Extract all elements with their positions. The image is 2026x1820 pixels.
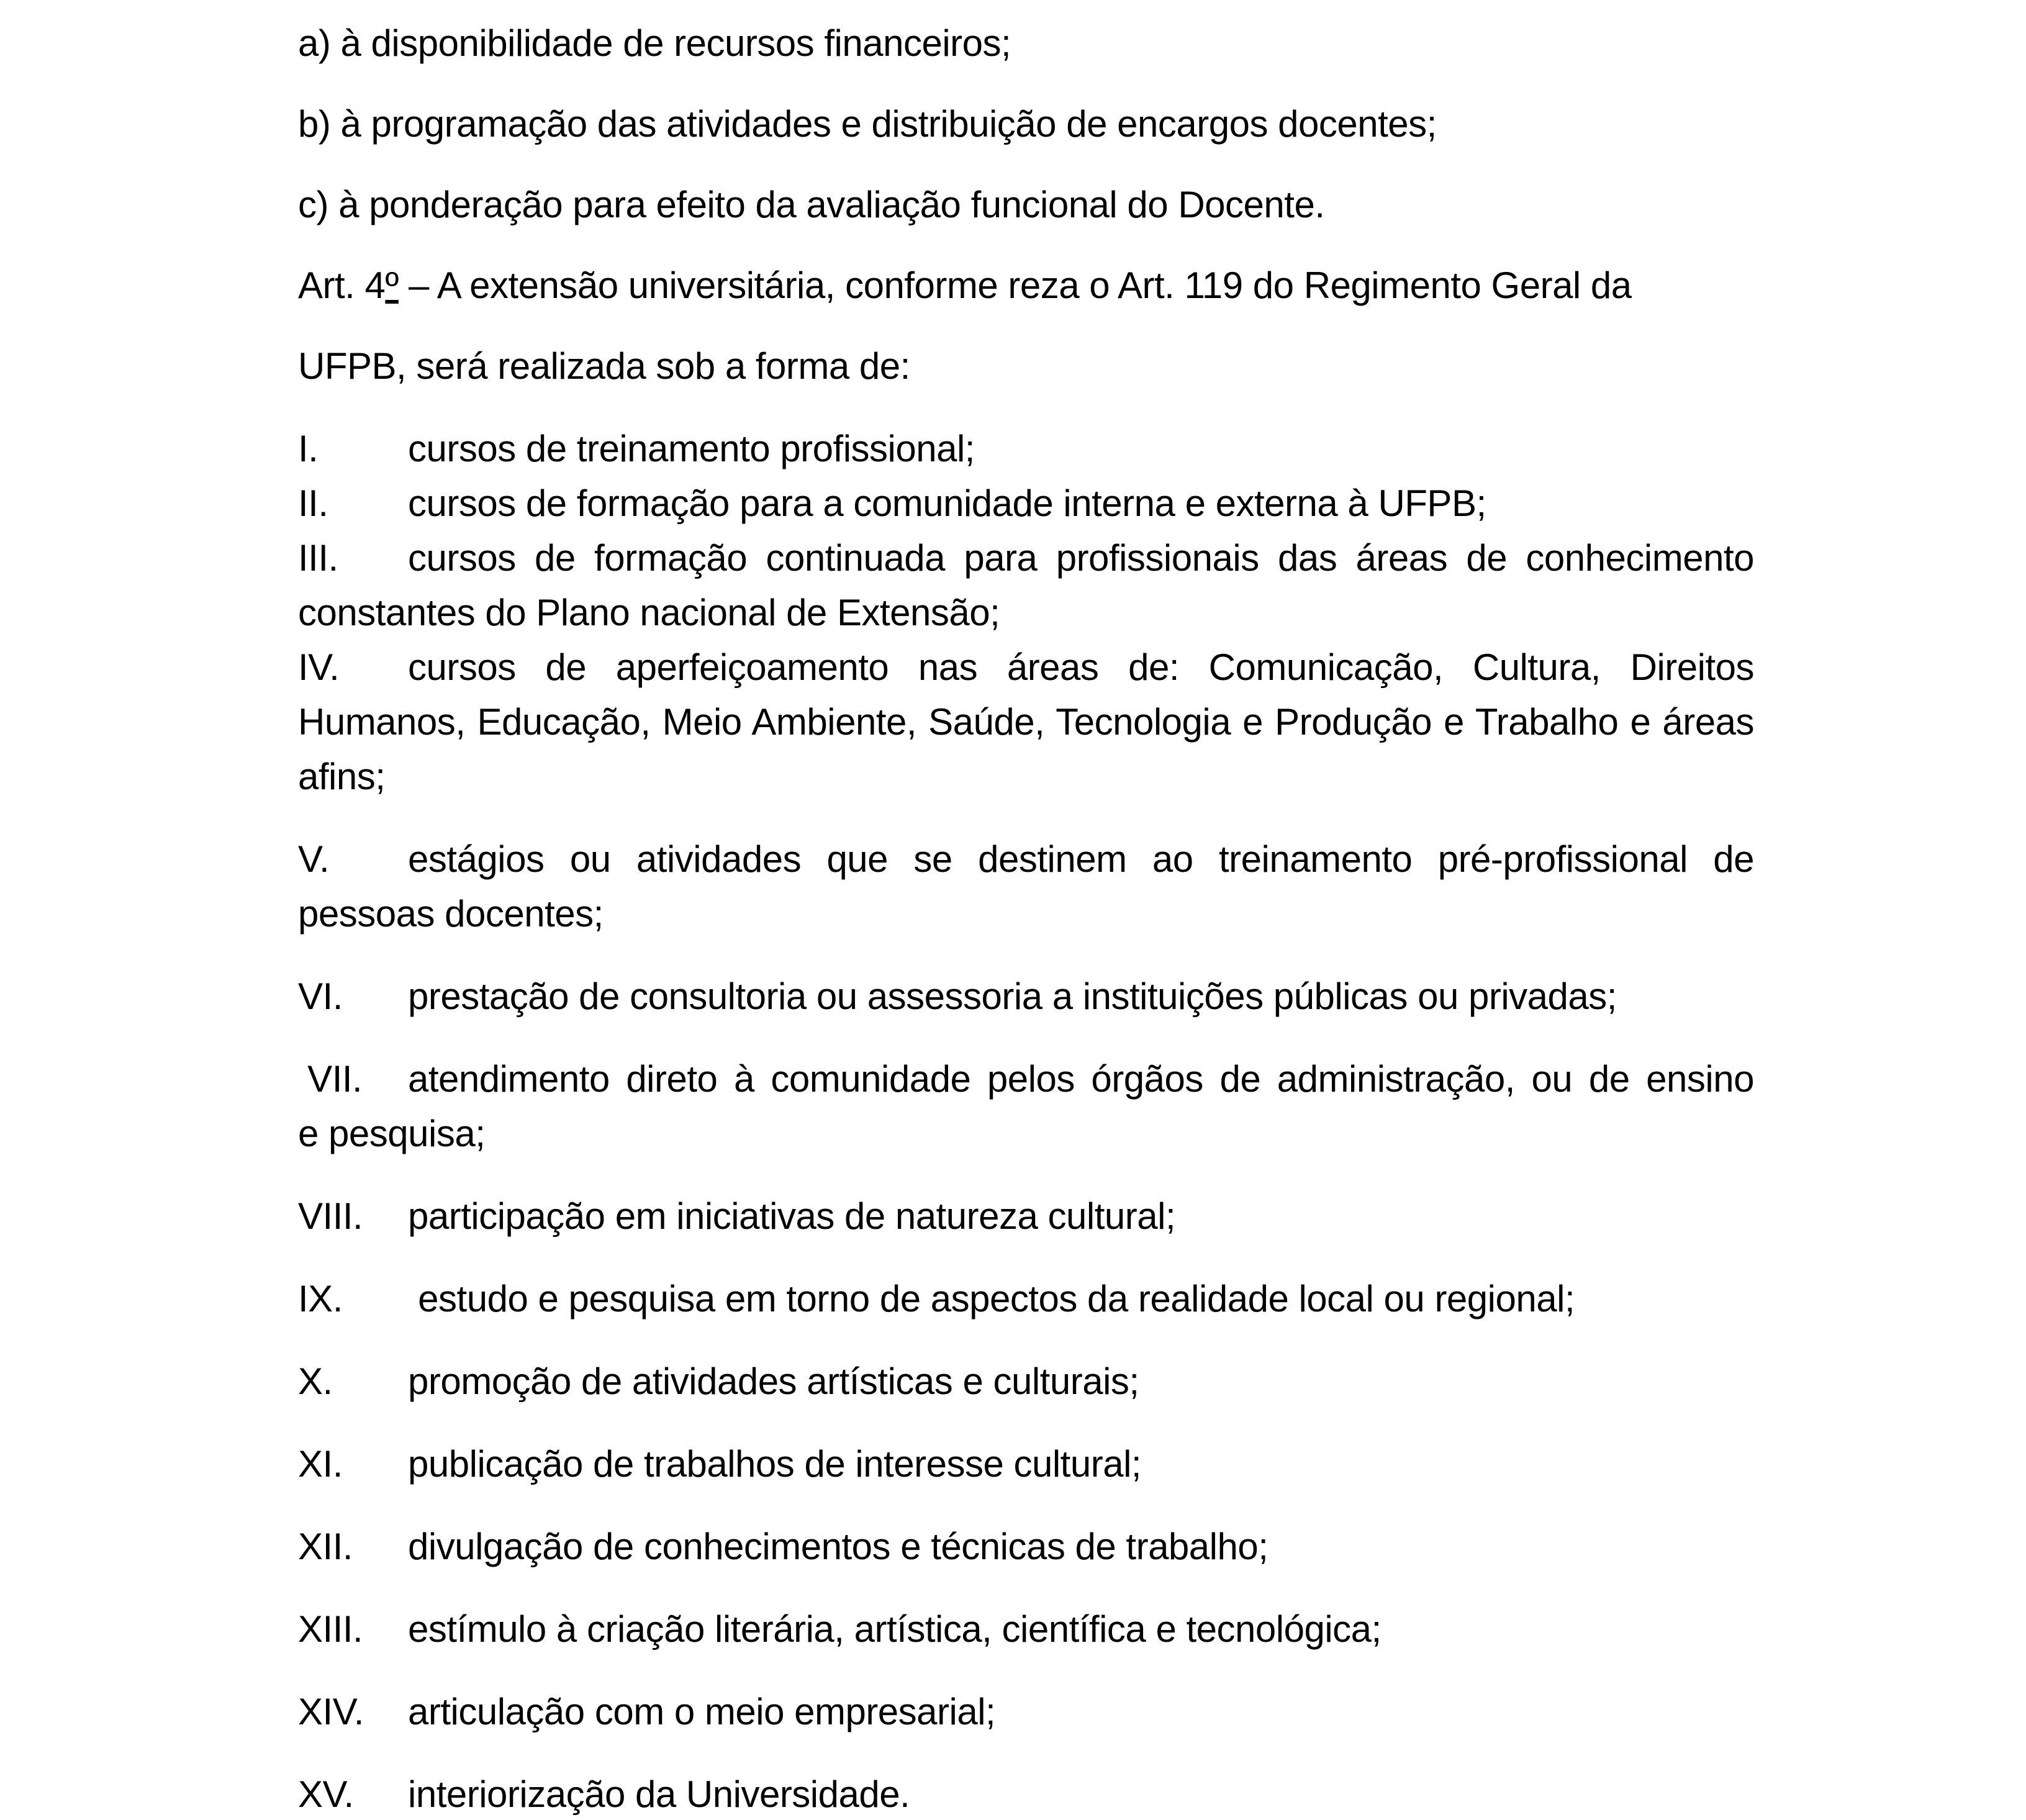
item-numeral-III: III.: [298, 537, 338, 579]
clause-b-text: b) à programação das atividades e distribuição de encargos docentes;: [298, 103, 1437, 145]
article-4-line-2: UFPB, será realizada sob a forma de:: [298, 345, 910, 387]
item-text: cursos de treinamento profissional;: [408, 428, 975, 469]
item-text: articulação com o meio empresarial;: [408, 1691, 996, 1732]
clause-c-text: c) à ponderação para efeito da avaliação funcional do Docente.: [298, 184, 1325, 225]
item-text: promoção de atividades artísticas e culturais;: [408, 1360, 1139, 1402]
item-text: publicação de trabalhos de interesse cultural;: [408, 1443, 1142, 1485]
list-item-VII-line-1: [298, 1052, 1754, 1107]
item-numeral-VI: VI.: [298, 976, 343, 1017]
list-item-I-line-1: [298, 422, 1754, 476]
list-item-VIII-line-1: [298, 1189, 1754, 1244]
list-item-XIII-line-1: [298, 1602, 1754, 1657]
list-item-VIII: [298, 1189, 1754, 1244]
item-numeral-XV: XV.: [298, 1773, 354, 1815]
list-item-II-line-1: [298, 476, 1754, 531]
item-numeral-XI: XI.: [298, 1443, 343, 1485]
item-text: interiorização da Universidade.: [408, 1773, 910, 1815]
item-text: divulgação de conhecimentos e técnicas de trabalho;: [408, 1526, 1269, 1567]
item-text: cursos de aperfeiçoamento nas áreas de: Comunicação, Cultura, Direitos: [408, 646, 1754, 688]
item-text: estágios ou atividades que se destinem ao treinamento pré-profissional de: [408, 838, 1754, 880]
list-item-V-line-2: pessoas docentes;: [298, 893, 604, 935]
list-item-III: [298, 531, 1754, 640]
list-item-VI-line-1: [298, 969, 1754, 1024]
item-numeral-II: II.: [298, 482, 328, 524]
list-item-XIII: [298, 1602, 1754, 1657]
list-item-IV-line-2: Humanos, Educação, Meio Ambiente, Saúde, Tecnologia e Produção e Trabalho e áreas: [298, 701, 1754, 743]
list-item-V-line-1: [298, 832, 1754, 887]
list-item-XII: [298, 1519, 1754, 1574]
clause-c: [298, 178, 1754, 232]
list-item-X-line-1: [298, 1354, 1754, 1409]
item-numeral-VIII: VIII.: [298, 1195, 363, 1237]
list-item-XI-line-1: [298, 1437, 1754, 1492]
list-item-II: [298, 476, 1754, 531]
item-numeral-X: X.: [298, 1360, 333, 1402]
list-item-V: [298, 832, 1754, 941]
list-item-VII: [298, 1052, 1754, 1161]
item-numeral-VII: VII.: [298, 1058, 363, 1100]
clause-b: [298, 97, 1754, 152]
item-numeral-XII: XII.: [298, 1526, 353, 1567]
item-numeral-I: I.: [298, 428, 319, 469]
list-item-XIV-line-1: [298, 1685, 1754, 1739]
item-text: participação em iniciativas de natureza cultural;: [408, 1195, 1176, 1237]
article-4-prefix: Art. 4: [298, 265, 386, 306]
article-4-ordinal: º: [385, 265, 399, 306]
item-numeral-IX: IX.: [298, 1278, 343, 1320]
list-item-IX: [298, 1272, 1754, 1326]
list-item-IV: [298, 640, 1754, 804]
list-item-I: [298, 422, 1754, 476]
item-text: estudo e pesquisa em torno de aspectos da realidade local ou regional;: [408, 1278, 1575, 1320]
list-item-III-line-2: constantes do Plano nacional de Extensão;: [298, 592, 1000, 633]
list-item-VII-line-2: e pesquisa;: [298, 1113, 486, 1154]
article-4-paragraph: [298, 258, 1754, 394]
list-item-IX-line-1: [298, 1272, 1754, 1326]
clause-a-text: a) à disponibilidade de recursos financeiros;: [298, 22, 1011, 64]
article-4-rest: – A extensão universitária, conforme reza o Art. 119 do Regimento Geral da: [398, 265, 1632, 306]
list-item-III-line-1: [298, 531, 1754, 586]
list-item-XI: [298, 1437, 1754, 1492]
item-text: cursos de formação para a comunidade interna e externa à UFPB;: [408, 482, 1486, 524]
clause-a: [298, 16, 1754, 71]
item-numeral-XIII: XIII.: [298, 1608, 363, 1650]
list-item-IV-line-1: [298, 640, 1754, 695]
item-numeral-V: V.: [298, 838, 330, 880]
item-text: prestação de consultoria ou assessoria a instituições públicas ou privadas;: [408, 976, 1617, 1017]
list-item-XII-line-1: [298, 1519, 1754, 1574]
item-text: atendimento direto à comunidade pelos órgãos de administração, ou de ensino: [408, 1058, 1754, 1100]
list-item-XV: [298, 1767, 1754, 1820]
list-item-VI: [298, 969, 1754, 1024]
list-item-IV-line-3: afins;: [298, 756, 386, 797]
list-item-XIV: [298, 1685, 1754, 1739]
item-text: estímulo à criação literária, artística, científica e tecnológica;: [408, 1608, 1382, 1650]
list-item-XV-line-1: [298, 1767, 1754, 1820]
item-numeral-XIV: XIV.: [298, 1691, 364, 1732]
item-text: cursos de formação continuada para profissionais das áreas de conhecimento: [408, 537, 1754, 579]
item-numeral-IV: IV.: [298, 646, 340, 688]
article-4-line-1: [298, 258, 1754, 313]
list-item-X: [298, 1354, 1754, 1409]
